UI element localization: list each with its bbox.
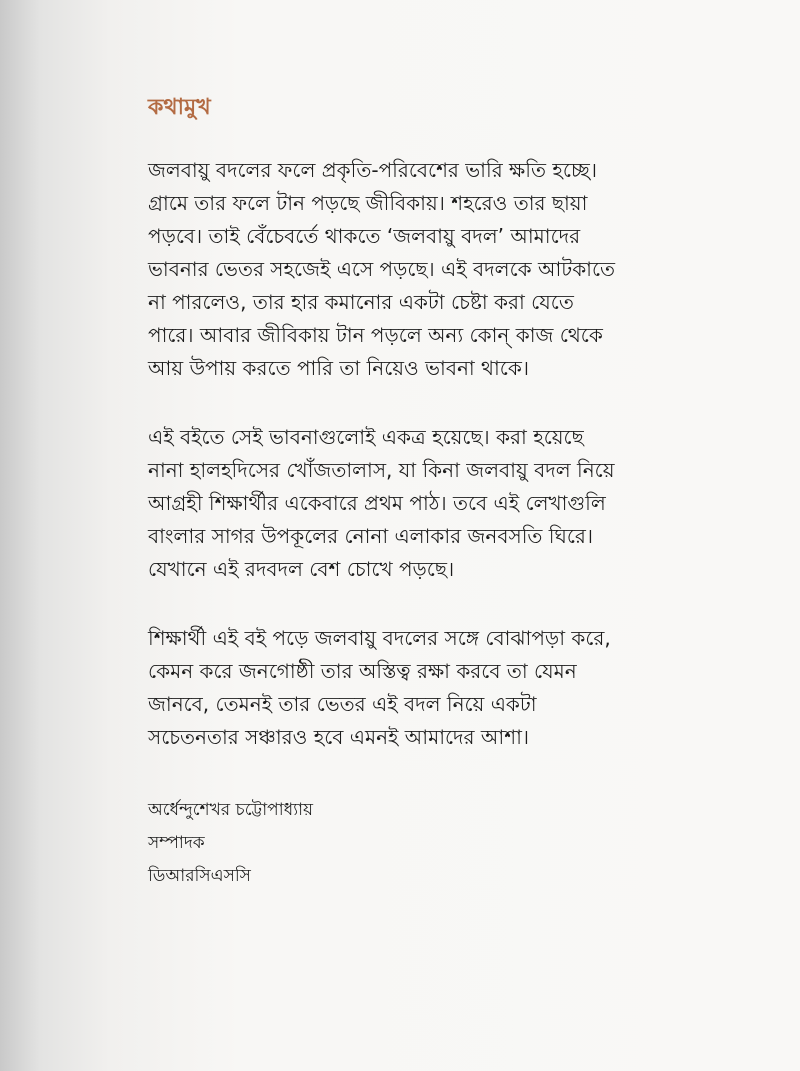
text-line: যেখানে এই রদবদল বেশ চোখে পড়ছে। bbox=[148, 557, 455, 581]
text-line: ভাবনার ভেতর সহজেই এসে পড়ছে। এই বদলকে আটকাতে bbox=[148, 257, 616, 281]
signatory-organization: ডিআরসিএসসি bbox=[148, 866, 251, 886]
text-line: পারে। আবার জীবিকায় টান পড়লে অন্য কোন্ কাজ থেকে bbox=[148, 323, 603, 347]
signatory-name: অর্ধেন্দুশেখর চট্টোপাধ্যায় bbox=[148, 800, 314, 820]
paragraph-2 bbox=[148, 421, 758, 586]
paragraph-1 bbox=[148, 154, 758, 385]
text-line: আগ্রহী শিক্ষার্থীর একেবারে প্রথম পাঠ। তবে এই লেখাগুলি bbox=[148, 491, 606, 515]
text-line: এই বইতে সেই ভাবনাগুলোই একত্র হয়েছে। করা হয়েছে bbox=[148, 425, 584, 449]
text-line: সচেতনতার সঞ্চারও হবে এমনই আমাদের আশা। bbox=[148, 725, 530, 749]
text-line: পড়বে। তাই বেঁচেবর্তে থাকতে ‘জলবায়ু বদল’ আমাদের bbox=[148, 224, 581, 248]
text-line: নানা হালহদিসের খোঁজতালাস, যা কিনা জলবায়ু বদল নিয়ে bbox=[148, 458, 615, 482]
text-line: না পারলেও, তার হার কমানোর একটা চেষ্টা করা যেতে bbox=[148, 290, 574, 314]
text-line: জানবে, তেমনই তার ভেতর এই বদল নিয়ে একটা bbox=[148, 692, 537, 716]
signatory-role: সম্পাদক bbox=[148, 833, 205, 853]
text-line: শিক্ষার্থী এই বই পড়ে জলবায়ু বদলের সঙ্গে বোঝাপড়া করে, bbox=[148, 626, 611, 650]
preface-content bbox=[148, 92, 758, 893]
text-line: কেমন করে জনগোষ্ঠী তার অস্তিত্ব রক্ষা করবে তা যেমন bbox=[148, 659, 577, 683]
signature-block bbox=[148, 794, 758, 893]
page-title: কথামুখ bbox=[148, 95, 211, 120]
paragraph-3 bbox=[148, 622, 758, 754]
text-line: জলবায়ু বদলের ফলে প্রকৃতি-পরিবেশের ভারি ক্ষতি হচ্ছে। bbox=[148, 158, 597, 182]
text-line: গ্রামে তার ফলে টান পড়ছে জীবিকায়। শহরেও তার ছায়া bbox=[148, 191, 588, 215]
text-line: আয় উপায় করতে পারি তা নিয়েও ভাবনা থাকে। bbox=[148, 356, 529, 380]
text-line: বাংলার সাগর উপকূলের নোনা এলাকার জনবসতি ঘিরে। bbox=[148, 524, 594, 548]
